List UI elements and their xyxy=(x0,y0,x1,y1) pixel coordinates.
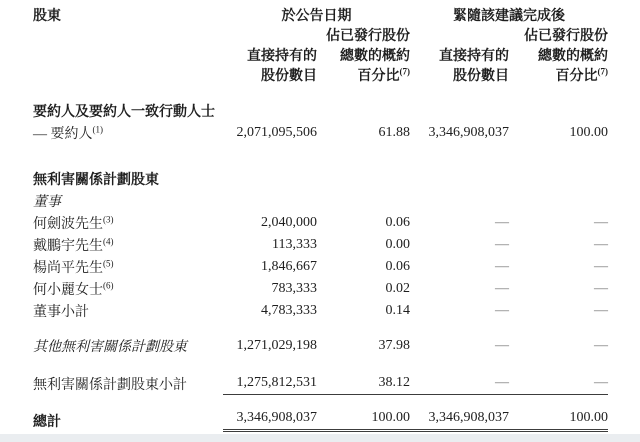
shares-after-value: — xyxy=(495,215,509,231)
shares-before-value: 3,346,908,037 xyxy=(223,410,317,432)
shares-after-value: — xyxy=(410,373,509,395)
header-row-shares1-pct2 xyxy=(33,46,608,66)
pct-after-value: — xyxy=(594,303,608,319)
footnote-7-marker: (7) xyxy=(597,66,608,77)
footnote-6-marker: (6) xyxy=(103,280,114,291)
header-row-shares2-pct3 xyxy=(33,66,608,86)
table-row-offeror xyxy=(33,122,608,144)
table-row-directors-header xyxy=(33,190,608,212)
shares-header-line1-before: 直接持有的 xyxy=(247,49,317,65)
shares-before-value: 4,783,333 xyxy=(261,303,317,319)
footnote-1-marker: (1) xyxy=(92,124,103,135)
pct-header-line2-before: 總數的概約 xyxy=(340,49,410,65)
row-label: 戴鵬宇先生$^{(4)}$ xyxy=(33,236,114,255)
shares-header-line1-after: 直接持有的 xyxy=(439,49,509,65)
pct-after-value: 100.00 xyxy=(509,410,608,432)
pct-before-value: 0.14 xyxy=(385,303,410,319)
pct-before-value: 61.88 xyxy=(378,125,410,141)
shares-after-value: — xyxy=(495,281,509,297)
header-row-groups xyxy=(33,6,608,26)
row-label: 楊尚平先生$^{(5)}$ xyxy=(33,258,114,277)
table-row-director-4 xyxy=(33,278,608,300)
shares-after-value: 3,346,908,037 xyxy=(428,125,509,141)
spacer xyxy=(33,144,608,168)
pct-before-value: 0.06 xyxy=(385,259,410,275)
shares-before-value: 2,040,000 xyxy=(261,215,317,231)
row-label: 何小麗女士$^{(6)}$ xyxy=(33,280,114,299)
shareholding-table xyxy=(33,6,608,432)
spacer xyxy=(33,322,608,335)
table-row-director-1 xyxy=(33,212,608,234)
spacer xyxy=(33,357,608,373)
table-row-director-2 xyxy=(33,234,608,256)
bottom-background-strip xyxy=(0,434,640,442)
pct-after-value: — xyxy=(594,338,608,354)
table-row-offeror-group xyxy=(33,100,608,122)
footnote-5-marker: (5) xyxy=(103,258,114,269)
footnote-7-marker: (7) xyxy=(399,66,410,77)
pct-after-value: — xyxy=(594,281,608,297)
row-label: 總計 xyxy=(33,415,61,431)
shares-before-value: 1,271,029,198 xyxy=(236,338,317,354)
shares-after-value: 3,346,908,037 xyxy=(410,410,509,432)
pct-before-value: 37.98 xyxy=(378,338,410,354)
row-label: 其他無利害關係計劃股東 xyxy=(33,340,187,356)
pct-before-value: 0.02 xyxy=(385,281,410,297)
table-row-other-disinterested xyxy=(33,335,608,357)
shares-before-value: 1,275,812,531 xyxy=(223,373,317,395)
pct-after-value: — xyxy=(594,215,608,231)
row-label: 要約人及要約人一致行動人士 xyxy=(33,105,215,121)
row-label: 何劍波先生$^{(3)}$ xyxy=(33,214,114,233)
footnote-3-marker: (3) xyxy=(103,214,114,225)
shares-header-line2-before: 股份數目 xyxy=(261,69,317,85)
shares-after-value: — xyxy=(495,303,509,319)
spacer xyxy=(33,86,608,100)
pct-before-value: 100.00 xyxy=(317,410,410,432)
pct-header-line1-after: 佔已發行股份 xyxy=(524,29,608,45)
pct-header-line3-before: 百分比$^{(7)}$ xyxy=(357,66,410,85)
row-label: 董事小計 xyxy=(33,305,89,321)
pct-after-value: — xyxy=(594,259,608,275)
spacer xyxy=(33,395,608,410)
group-header-announcement-date: 於公告日期 xyxy=(281,9,352,25)
pct-after-value: — xyxy=(594,237,608,253)
table-row-disinterested-subtotal xyxy=(33,373,608,395)
pct-before-value: 0.06 xyxy=(385,215,410,231)
pct-header-line1-before: 佔已發行股份 xyxy=(326,29,410,45)
footnote-4-marker: (4) xyxy=(103,236,114,247)
pct-header-line2-after: 總數的概約 xyxy=(538,49,608,65)
pct-header-line3-after: 百分比$^{(7)}$ xyxy=(555,66,608,85)
shares-after-value: — xyxy=(495,259,509,275)
shares-before-value: 2,071,095,506 xyxy=(236,125,317,141)
table-row-director-3 xyxy=(33,256,608,278)
pct-before-value: 0.00 xyxy=(385,237,410,253)
shares-before-value: 783,333 xyxy=(271,281,317,297)
pct-before-value: 38.12 xyxy=(317,373,410,395)
row-label: 無利害關係計劃股東 xyxy=(33,173,159,189)
shareholder-column-header: 股東 xyxy=(33,9,61,25)
shares-header-line2-after: 股份數目 xyxy=(453,69,509,85)
group-header-after-completion: 緊隨該建議完成後 xyxy=(453,9,565,25)
table-row-directors-subtotal xyxy=(33,300,608,322)
table-row-disinterested-header xyxy=(33,168,608,190)
row-label: 董事 xyxy=(33,195,61,211)
header-row-pct1 xyxy=(33,26,608,46)
pct-after-value: 100.00 xyxy=(569,125,608,141)
shares-after-value: — xyxy=(495,237,509,253)
row-label: 無利害關係計劃股東小計 xyxy=(33,378,187,394)
shares-before-value: 113,333 xyxy=(272,237,317,253)
pct-after-value: — xyxy=(509,373,608,395)
table-row-total xyxy=(33,410,608,432)
row-label: — 要約人$^{(1)}$ xyxy=(33,124,103,143)
shares-before-value: 1,846,667 xyxy=(261,259,317,275)
shares-after-value: — xyxy=(495,338,509,354)
